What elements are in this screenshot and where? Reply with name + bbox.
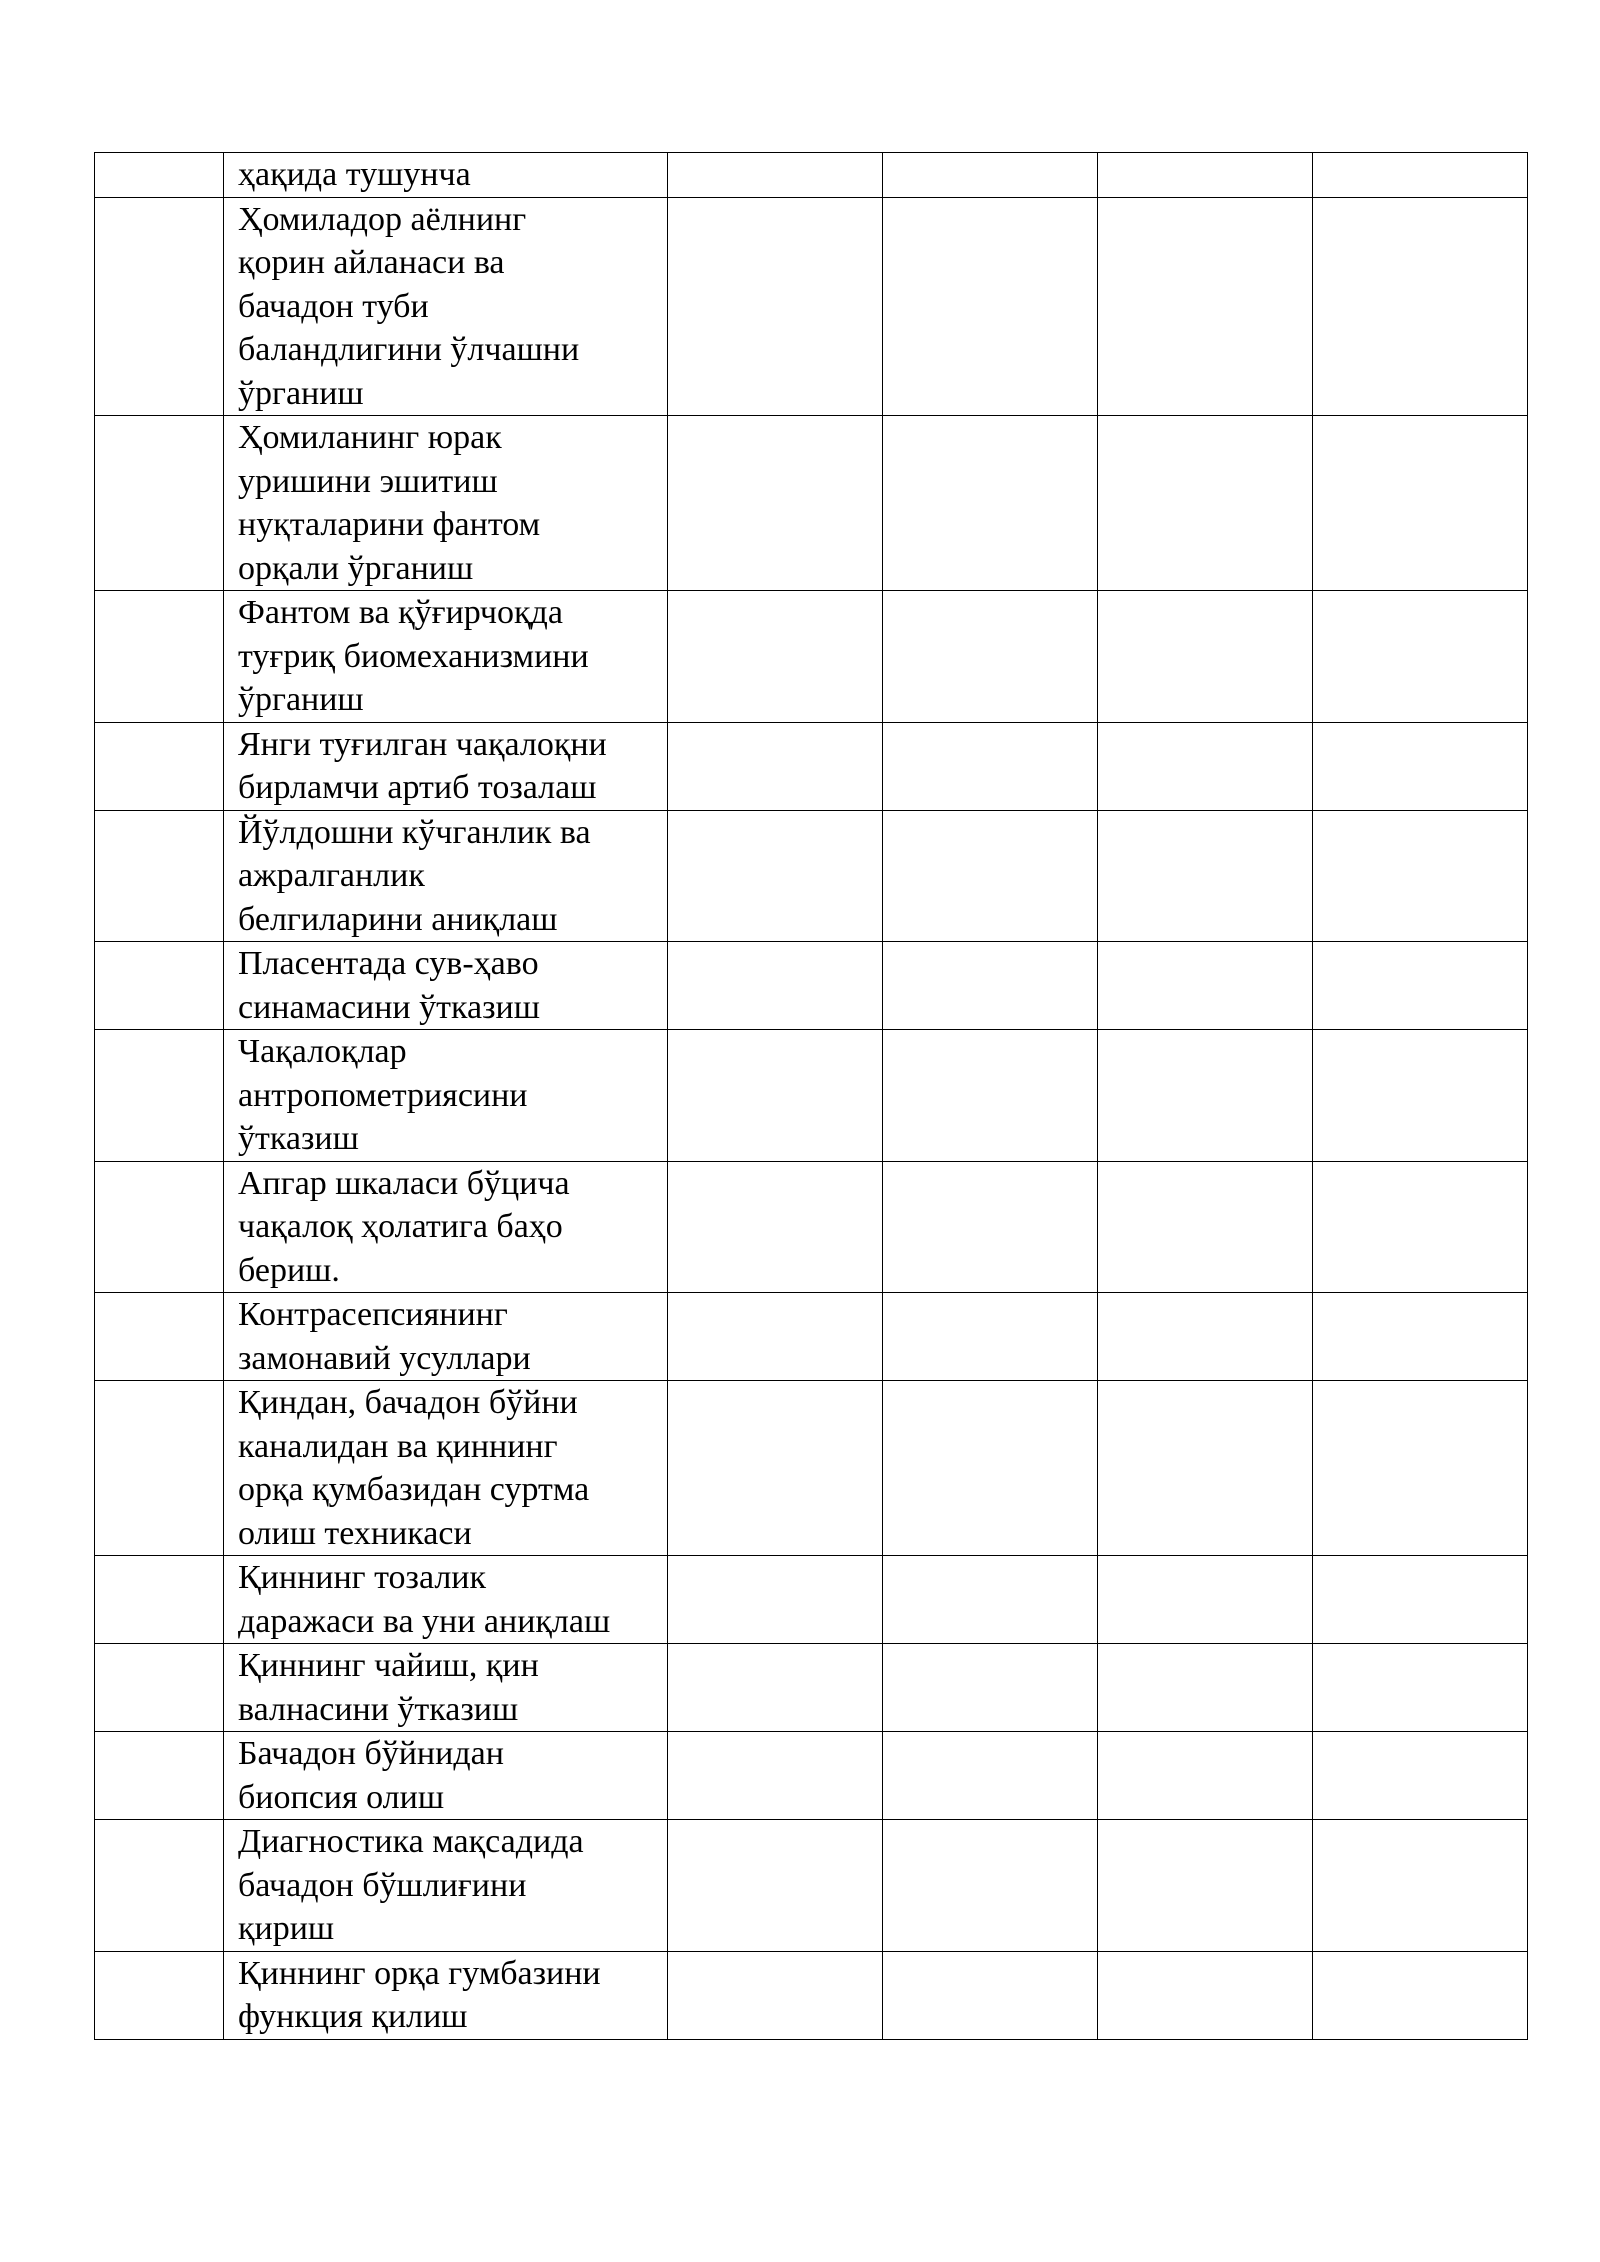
empty-mark-cell: [668, 197, 883, 416]
skill-topic-cell: Ҳомиладор аёлнинг қорин айланаси ва бачадон туби баландлигини ўлчашни ўрганиш: [224, 197, 668, 416]
empty-mark-cell: [883, 1030, 1098, 1162]
empty-mark-cell: [883, 1644, 1098, 1732]
empty-mark-cell: [1313, 1644, 1528, 1732]
skill-topic-cell: ҳақида тушунча: [224, 153, 668, 198]
empty-mark-cell: [1098, 722, 1313, 810]
empty-mark-cell: [668, 1556, 883, 1644]
empty-mark-cell: [883, 1556, 1098, 1644]
empty-mark-cell: [883, 1732, 1098, 1820]
empty-mark-cell: [883, 942, 1098, 1030]
row-number-cell: [95, 1820, 224, 1952]
row-number-cell: [95, 1556, 224, 1644]
practical-skills-table: [94, 152, 1528, 2040]
row-number-cell: [95, 153, 224, 198]
table-row: [95, 416, 1528, 591]
skill-topic-cell: Ҳомиланинг юрак уришини эшитиш нуқталарини фантом орқали ўрганиш: [224, 416, 668, 591]
empty-mark-cell: [1313, 722, 1528, 810]
empty-mark-cell: [883, 153, 1098, 198]
table-row: [95, 1030, 1528, 1162]
empty-mark-cell: [883, 1293, 1098, 1381]
empty-mark-cell: [1313, 153, 1528, 198]
empty-mark-cell: [1313, 1381, 1528, 1556]
empty-mark-cell: [1313, 1161, 1528, 1293]
empty-mark-cell: [1313, 1732, 1528, 1820]
empty-mark-cell: [668, 810, 883, 942]
empty-mark-cell: [1313, 810, 1528, 942]
table-row: [95, 197, 1528, 416]
row-number-cell: [95, 1732, 224, 1820]
empty-mark-cell: [1098, 591, 1313, 723]
empty-mark-cell: [1313, 416, 1528, 591]
empty-mark-cell: [883, 416, 1098, 591]
empty-mark-cell: [668, 1293, 883, 1381]
row-number-cell: [95, 416, 224, 591]
row-number-cell: [95, 197, 224, 416]
skill-topic-cell: Қиннинг чайиш, қин валнасини ўтказиш: [224, 1644, 668, 1732]
row-number-cell: [95, 722, 224, 810]
table-row: [95, 722, 1528, 810]
empty-mark-cell: [1098, 1732, 1313, 1820]
empty-mark-cell: [668, 1161, 883, 1293]
empty-mark-cell: [1313, 1820, 1528, 1952]
empty-mark-cell: [883, 197, 1098, 416]
skill-topic-cell: Қиндан, бачадон бўйни каналидан ва қиннинг орқа қумбазидан суртма олиш техникаси: [224, 1381, 668, 1556]
table-row: [95, 1644, 1528, 1732]
empty-mark-cell: [1098, 1820, 1313, 1952]
row-number-cell: [95, 1030, 224, 1162]
empty-mark-cell: [883, 1381, 1098, 1556]
empty-mark-cell: [1313, 591, 1528, 723]
empty-mark-cell: [668, 591, 883, 723]
table-row: [95, 1381, 1528, 1556]
empty-mark-cell: [1098, 810, 1313, 942]
table-row: [95, 810, 1528, 942]
table-row: [95, 1293, 1528, 1381]
empty-mark-cell: [1098, 153, 1313, 198]
row-number-cell: [95, 1381, 224, 1556]
empty-mark-cell: [1098, 1644, 1313, 1732]
empty-mark-cell: [1313, 1951, 1528, 2039]
table-body: [95, 153, 1528, 2040]
empty-mark-cell: [668, 1030, 883, 1162]
table-row: [95, 153, 1528, 198]
row-number-cell: [95, 1644, 224, 1732]
table-row: [95, 1161, 1528, 1293]
empty-mark-cell: [1098, 1030, 1313, 1162]
empty-mark-cell: [883, 1820, 1098, 1952]
empty-mark-cell: [1313, 1293, 1528, 1381]
skill-topic-cell: Бачадон бўйнидан биопсия олиш: [224, 1732, 668, 1820]
empty-mark-cell: [883, 1951, 1098, 2039]
empty-mark-cell: [883, 722, 1098, 810]
empty-mark-cell: [668, 1820, 883, 1952]
empty-mark-cell: [883, 1161, 1098, 1293]
empty-mark-cell: [1098, 1951, 1313, 2039]
empty-mark-cell: [1098, 942, 1313, 1030]
row-number-cell: [95, 1293, 224, 1381]
skill-topic-cell: Янги туғилган чақалоқни бирламчи артиб тозалаш: [224, 722, 668, 810]
empty-mark-cell: [1313, 1030, 1528, 1162]
skill-topic-cell: Йўлдошни кўчганлик ва ажралганлик белгиларини аниқлаш: [224, 810, 668, 942]
empty-mark-cell: [668, 1951, 883, 2039]
empty-mark-cell: [668, 1644, 883, 1732]
skill-topic-cell: Фантом ва қўғирчоқда туғриқ биомеханизмини ўрганиш: [224, 591, 668, 723]
skill-topic-cell: Пласентада сув-ҳаво синамасини ўтказиш: [224, 942, 668, 1030]
empty-mark-cell: [668, 722, 883, 810]
empty-mark-cell: [668, 942, 883, 1030]
empty-mark-cell: [883, 591, 1098, 723]
skill-topic-cell: Қиннинг орқа гумбазини функция қилиш: [224, 1951, 668, 2039]
row-number-cell: [95, 942, 224, 1030]
skill-topic-cell: Апгар шкаласи бўцича чақалоқ ҳолатига баҳо бериш.: [224, 1161, 668, 1293]
empty-mark-cell: [1098, 1293, 1313, 1381]
empty-mark-cell: [1098, 197, 1313, 416]
table-row: [95, 1951, 1528, 2039]
empty-mark-cell: [1098, 1381, 1313, 1556]
empty-mark-cell: [668, 1732, 883, 1820]
empty-mark-cell: [668, 416, 883, 591]
table-row: [95, 1556, 1528, 1644]
empty-mark-cell: [1098, 1556, 1313, 1644]
empty-mark-cell: [1313, 1556, 1528, 1644]
empty-mark-cell: [1313, 942, 1528, 1030]
empty-mark-cell: [1098, 1161, 1313, 1293]
table-row: [95, 1732, 1528, 1820]
empty-mark-cell: [1313, 197, 1528, 416]
empty-mark-cell: [1098, 416, 1313, 591]
row-number-cell: [95, 591, 224, 723]
row-number-cell: [95, 810, 224, 942]
empty-mark-cell: [668, 153, 883, 198]
empty-mark-cell: [668, 1381, 883, 1556]
table-row: [95, 942, 1528, 1030]
skill-topic-cell: Чақалоқлар антропометриясини ўтказиш: [224, 1030, 668, 1162]
table-row: [95, 1820, 1528, 1952]
skill-topic-cell: Контрасепсиянинг замонавий усуллари: [224, 1293, 668, 1381]
skill-topic-cell: Диагностика мақсадида бачадон бўшлиғини қириш: [224, 1820, 668, 1952]
table-row: [95, 591, 1528, 723]
empty-mark-cell: [883, 810, 1098, 942]
row-number-cell: [95, 1161, 224, 1293]
row-number-cell: [95, 1951, 224, 2039]
skill-topic-cell: Қиннинг тозалик даражаси ва уни аниқлаш: [224, 1556, 668, 1644]
